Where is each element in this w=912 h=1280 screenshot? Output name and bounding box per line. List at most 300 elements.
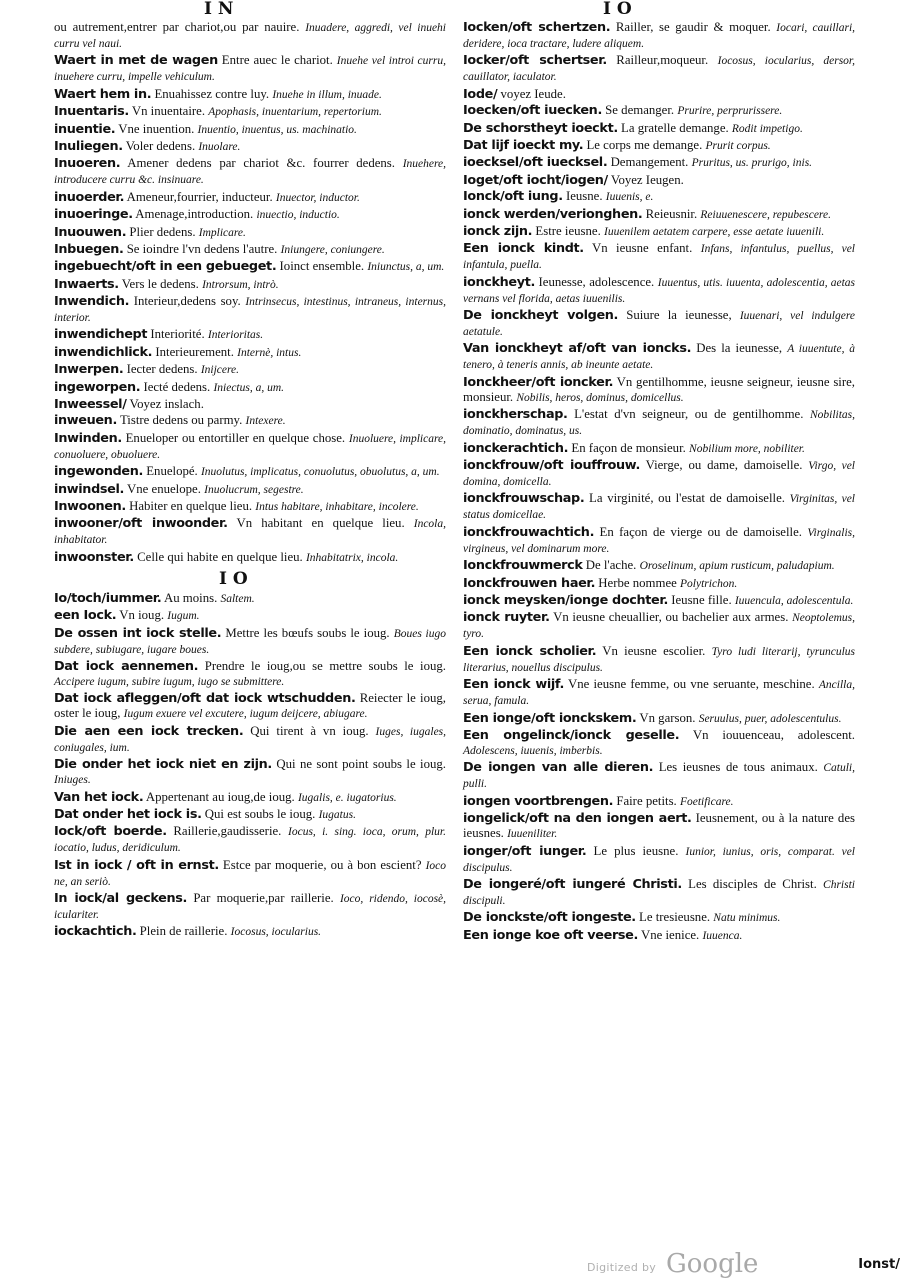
entry-latin: Neoptolemus, tyro. [463,612,856,641]
entry-french: Tistre dedens ou parmy. [119,413,243,428]
entry-french: Vn iouuenceau, adolescent. [692,727,855,742]
entry-latin: Introrsum, intrò. [202,278,279,291]
entry-french: L'estat d'vn seigneur, ou de gentilhomme. [574,407,804,422]
entry-french: Le corps me demange. [586,137,703,152]
dictionary-entry [463,593,855,609]
entry-headword: iongen voortbrengen. [463,793,614,809]
entry-latin: Iniunctus, a, um. [367,261,445,274]
dictionary-entry [463,375,855,406]
entry-headword: inuentie. [54,121,116,137]
entry-french: Vn gentilhomme, ieusne seigneur, ieusne sire, monsieur. [463,374,855,404]
entry-headword: Inwaerts. [54,276,119,292]
entry-french: Voler dedens. [125,138,196,153]
entry-french: Vierge, ou dame, damoiselle. [645,458,803,473]
dictionary-entry [54,104,446,120]
entry-headword: Dat lijf ioeckt my. [463,137,584,153]
entry-french: Plein de raillerie. [139,924,228,939]
dictionary-entry [54,190,446,206]
dictionary-entry [54,277,446,293]
entry-latin: Interioritas. [207,329,264,342]
entry-french: Vers le dedens. [121,276,199,291]
dictionary-entry [463,224,855,240]
entry-french: Qui tirent à vn ioug. [250,723,369,738]
dictionary-entry [463,138,855,154]
entry-french: La gratelle demange. [621,120,729,135]
entry-latin: Ancilla, serua, famula. [463,679,855,708]
dictionary-entry [54,550,446,566]
entry-headword: Ioecken/oft iuecken. [463,103,602,119]
right-entries [463,20,855,944]
entry-french: Vn habitant en quelque lieu. [236,516,405,531]
dictionary-entry [463,173,855,188]
entry-latin: Saltem. [220,592,255,605]
entry-latin: Nobilium more, nobiliter. [689,442,805,455]
entry-headword: ionck ruyter. [463,610,550,626]
entry-french: En façon de vierge ou de damoiselle. [599,524,802,539]
entry-french: Demangement. [610,155,689,170]
entry-french: Voyez inslach. [129,397,204,412]
dictionary-entry [463,558,855,574]
entry-latin: Infans, infantulus, puellus, vel infantula, puella. [463,243,855,272]
entry-latin: Inuolucrum, segestre. [204,483,304,496]
dictionary-entry [463,928,855,944]
entry-headword: Een ionge/oft ionckskem. [463,710,637,726]
dictionary-entry [54,482,446,498]
entry-latin: Iuges, iugales, coniugales, ium. [54,725,447,754]
entry-latin: Inuadere, aggredi, vel inuehi curru vel naui. [54,22,446,50]
entry-latin: Tyro ludi literarij, tyrunculus literarius, nouellus discipulus. [463,645,855,674]
dictionary-entry [54,242,446,258]
entry-latin: Iuuenis, e. [605,191,654,204]
entry-french: Le plus ieusne. [593,843,679,858]
dictionary-entry [54,891,446,923]
entry-latin: Iuuenilem aetatem carpere, esse aetate iuuenili. [603,225,825,238]
dictionary-entry [463,794,855,810]
dictionary-entry [463,189,855,205]
entry-headword: Ionckheer/oft ioncker. [463,374,614,390]
entry-headword: ionck werden/verionghen. [463,206,643,222]
dictionary-entry [54,362,446,378]
entry-french: Ieusnement, ou à la nature des ieusnes. [463,811,855,841]
entry-french: Estce par moquerie, ou à bon escient? [222,857,422,872]
entry-latin: Rodit impetigo. [731,122,803,135]
entry-headword: Inwinden. [54,430,122,446]
catchword: Ionst/ [858,1257,900,1272]
entry-headword: ionck meysken/ionge dochter. [463,592,669,608]
entry-french: Ioinct ensemble. [279,259,365,274]
entry-latin: Seruulus, puer, adolescentulus. [698,712,842,725]
entry-french: Vne inuention. [118,121,195,136]
entry-latin: Ioco, ridendo, iocosè, iculariter. [54,893,447,922]
entry-latin: Iunior, iunius, oris, comparat. vel discipulus. [463,845,855,874]
entry-headword: inwendichlick. [54,344,153,360]
entry-french: Se demanger. [605,103,675,118]
dictionary-entry [463,458,855,490]
entry-french: Plier dedens. [129,224,196,239]
dictionary-entry [54,122,446,138]
entry-latin: Inhabitatrix, incola. [305,551,399,564]
entry-french: Estre ieusne. [535,223,601,238]
entry-latin: Polytrichon. [680,577,738,590]
entry-french: Appertenant au ioug,de ioug. [145,789,295,804]
dictionary-entry [54,345,446,361]
entry-latin: Inuentio, inuentus, us. machinatio. [197,123,357,136]
entry-latin: Adolescens, iuuenis, imberbis. [463,744,603,757]
dictionary-entry [54,790,446,806]
dictionary-entry [463,491,855,523]
entry-french: Amenage,introduction. [135,207,254,222]
entry-headword: ionger/oft iunger. [463,843,587,859]
entry-french: Interieurement. [155,344,234,359]
dictionary-entry [463,576,855,592]
entry-french: Voyez Ieugen. [610,172,684,187]
entry-headword: Die onder het iock niet en zijn. [54,757,272,773]
entry-french: Vn garson. [639,710,696,725]
dictionary-entry [54,659,446,690]
entry-headword: inwendichept [54,327,148,343]
entry-headword: ingewonden. [54,464,144,480]
entry-french: Reiecter le ioug, oster le ioug, [54,691,447,721]
entry-french: Iecté dedens. [143,379,211,394]
dictionary-entry [54,757,446,788]
dictionary-entry [54,516,446,548]
entry-latin: Iocosus, iocularius, dersor, cauillator, iaculator. [463,55,855,84]
entry-headword: Een ionck wijf. [463,677,564,693]
entry-french: Interiorité. [150,327,205,342]
entry-latin: Inuehe in illum, inuade. [272,88,382,101]
entry-latin: Iuuenca. [702,929,743,942]
left-entries-a [54,20,446,566]
dictionary-entry [54,413,446,429]
dictionary-entry [54,53,446,85]
entry-french: Les ieusnes de tous animaux. [658,760,818,775]
entry-headword: inwooner/oft inwoonder. [54,516,228,532]
entry-headword: ingebuecht/oft in een gebueget. [54,259,277,275]
entry-latin: Inuehere, introducere curru &c. insinuare. [54,158,447,187]
entry-headword: Een ongelinck/ionck geselle. [463,727,680,743]
entry-headword: Inuentaris. [54,104,129,120]
entry-french: Reieusnir. [645,206,698,221]
dictionary-entry [54,924,446,940]
entry-headword: een Iock. [54,608,117,624]
entry-latin: Iugum. [167,610,200,623]
entry-french: Vn ieusne enfant. [591,241,693,256]
entry-french: Ameneur,fourrier, inducteur. [126,189,273,204]
entry-french: Les disciples de Christ. [688,876,817,891]
entry-french: Enueloper ou entortiller en quelque chose. [125,430,346,445]
entry-headword: Een ionck scholier. [463,643,597,659]
entry-latin: Incola, inhabitator. [54,518,447,547]
entry-headword: inuoerder. [54,189,125,205]
entry-latin: Inuehe vel introi curru, inuehere curru, impelle vehiculum. [54,55,446,84]
dictionary-entry [463,677,855,709]
entry-headword: Die aen een iock trecken. [54,723,244,739]
entry-latin: Iniungere, coniungere. [280,243,385,256]
entry-latin: Implicare. [198,226,246,239]
entry-headword: inwoonster. [54,549,134,565]
entry-latin: Prurire, perprurissere. [677,105,783,118]
entry-french: Se ioindre l'vn dedens l'autre. [126,241,278,256]
entry-headword: De iongen van alle dieren. [463,760,654,776]
entry-headword: Inwerpen. [54,362,124,378]
entry-headword: De ossen int iock stelle. [54,625,222,641]
entry-latin: Iugum exuere vel excutere, iugum deijcere, abiugare. [123,708,368,721]
entry-headword: iongelick/oft na den iongen aert. [463,811,692,827]
entry-latin: Inuolare. [198,140,241,153]
entry-headword: Dat onder het iock is. [54,806,202,822]
dictionary-entry [463,207,855,223]
dictionary-entry [54,87,446,103]
entry-latin: Intrinsecus, intestinus, intraneus, internus, interior. [54,296,447,325]
dictionary-entry [54,591,446,607]
dictionary-entry [54,327,446,343]
entry-latin: Catuli, pulli. [463,762,856,791]
dictionary-entry [463,844,855,876]
dictionary-entry [54,724,446,756]
entry-headword: De ionckheyt volgen. [463,308,619,324]
entry-headword: Dat iock aennemen. [54,658,199,674]
entry-latin: A iuuentute, à tenero, à teneris annis, ab ineunte aetate. [463,343,856,372]
entry-headword: Iocker/oft schertser. [463,53,607,69]
entry-latin: Iuuentus, utis. iuuenta, adolescentia, aetas vernans vel florida, aetas iuuenilis. [463,276,856,305]
dictionary-entry [463,711,855,727]
entry-headword: Een ionck kindt. [463,241,584,257]
dictionary-entry [463,811,855,842]
entry-latin: Oroselinum, apium rusticum, paludapium. [639,560,835,573]
entry-french: Vn ioug. [119,608,165,623]
dictionary-entry [463,525,855,557]
dictionary-entry [463,877,855,909]
dictionary-entry [54,397,446,412]
entry-french: Vne enuelope. [127,481,201,496]
dictionary-entry [463,610,855,642]
entry-headword: In iock/al geckens. [54,891,188,907]
entry-latin: Virginalis, virgineus, vel dominarum more. [463,526,855,555]
entry-french: Qui ne sont point soubs le ioug. [276,757,446,772]
entry-latin: Christi discipuli. [463,878,855,907]
entry-latin: Natu minimus. [713,912,781,925]
entry-headword: Een ionge koe oft veerse. [463,927,639,943]
page-footer [480,1249,900,1279]
entry-latin: Iniuges. [54,774,91,787]
entry-latin: Internè, intus. [237,346,302,359]
entry-french: Habiter en quelque lieu. [129,498,253,513]
entry-latin: Iocari, cauillari, deridere, ioca tractare, ludere aliquem. [463,22,856,50]
entry-french: Entre auec le chariot. [221,53,333,68]
dictionary-entry [54,608,446,624]
entry-latin: Iuuenari, vel indulgere aetatule. [463,310,855,339]
entry-headword: ionck zijn. [463,223,533,239]
dictionary-entry [54,225,446,241]
right-running-header: I O [603,0,632,19]
left-column [54,0,446,942]
dictionary-entry [463,910,855,926]
entry-french: Suiure la ieunesse, [626,308,732,323]
entry-headword: Waert hem in. [54,86,152,102]
dictionary-entry [463,341,855,373]
entry-latin: Inuolutus, implicatus, conuolutus, obuolutus, a, um. [200,466,440,479]
entry-headword: De ionckste/oft iongeste. [463,910,636,926]
dictionary-entry [54,464,446,480]
entry-french: Ieusne fille. [671,592,732,607]
entry-latin: Pruritus, us. prurigo, inis. [691,157,813,170]
entry-french: Enuahissez contre luy. [154,86,270,101]
dictionary-entry [54,824,446,856]
entry-latin: Iocosus, iocularius. [230,926,322,939]
entry-latin: Inuoluere, implicare, conuoluere, obuoluere. [54,432,446,461]
dictionary-entry [54,807,446,823]
entry-latin: Iugatus. [318,808,356,821]
entry-latin: Nobilitas, dominatio, dominatus, us. [463,409,856,438]
entry-latin: Iocus, i. sing. ioca, orum, plur. iocatio, ludus, deridiculum. [54,826,446,855]
entry-french: Des la ieunesse, [696,341,783,356]
entry-french: Faire petits. [616,793,677,808]
dictionary-entry [54,294,446,326]
google-logo: Google [666,1249,759,1279]
entry-headword: inuoeringe. [54,207,133,223]
entry-latin: Ioco ne, an seriò. [54,859,447,888]
entry-french: Railler, se gaudir & moquer. [615,20,771,34]
dictionary-entry [54,259,446,275]
entry-latin: inuectio, inductio. [256,209,340,222]
left-entries-b [54,591,446,941]
entry-headword: De iongeré/oft iungeré Christi. [463,876,682,892]
section-heading-io: I O [219,568,248,589]
dictionary-entry [463,407,855,439]
dictionary-entry [463,275,855,307]
entry-latin: Iniectus, a, um. [213,381,285,394]
entry-latin: Inuector, inductor. [275,191,360,204]
entry-headword: Inwoonen. [54,498,126,514]
entry-french: Ieusne. [565,189,603,204]
entry-french: La virginité, ou l'estat de damoiselle. [589,491,785,506]
dictionary-entry [54,499,446,515]
entry-latin: Reiuuenescere, repubescere. [700,208,831,221]
entry-latin: Intexere. [245,415,286,428]
entry-headword: Iode/ [463,86,498,102]
dictionary-entry [463,20,855,52]
dictionary-entry [54,691,446,722]
dictionary-entry [463,644,855,676]
entry-french: Prendre le ioug,ou se mettre soubs le ioug. [204,658,446,673]
entry-french: Raillerie,gaudisserie. [173,824,282,839]
entry-headword: Inuouwen. [54,224,127,240]
entry-headword: Inweessel/ [54,397,127,413]
entry-french: Au moins. [163,590,218,605]
dictionary-entry [463,241,855,273]
entry-headword: Inuoeren. [54,156,121,172]
dictionary-entry [463,728,855,759]
entry-french: De l'ache. [585,558,637,573]
entry-french: Vne ieusne femme, ou vne seruante, meschine. [567,677,815,692]
entry-headword: Ioget/oft iocht/iogen/ [463,172,608,188]
entry-french: Interieur,dedens soy. [133,294,241,309]
entry-french: Qui est soubs le ioug. [204,806,316,821]
dictionary-entry [54,20,446,52]
entry-latin: Iuuencula, adolescentula. [734,594,854,607]
entry-latin: Accipere iugum, subire iugum, iugo se submittere. [54,675,285,688]
dictionary-entry [54,431,446,463]
entry-headword: Dat iock afleggen/oft dat iock wtschudden. [54,691,356,707]
entry-french: Vn ieusne escolier. [602,643,706,658]
entry-headword: Iock/oft boerde. [54,824,167,840]
dictionary-entry [463,760,855,792]
entry-headword: Ionck/oft iung. [463,189,563,205]
entry-latin: Iuueniliter. [507,828,558,841]
entry-headword: ionckheyt. [463,274,535,290]
dictionary-entry [54,139,446,155]
entry-headword: ioecksel/oft iuecksel. [463,155,608,171]
entry-latin: Nobilis, heros, dominus, domicellus. [516,391,684,404]
entry-latin: Virgo, vel domina, domicella. [463,460,855,489]
entry-headword: ionckfrouw/oft iouffrouw. [463,458,640,474]
entry-latin: Apophasis, inuentarium, repertorium. [208,106,382,119]
entry-headword: Inuliegen. [54,138,123,154]
entry-headword: inwindsel. [54,481,125,497]
entry-headword: Ist in iock / oft in ernst. [54,857,219,873]
entry-headword: Inwendich. [54,294,130,310]
entry-french: voyez Ieude. [500,86,566,101]
entry-french: Celle qui habite en quelque lieu. [137,549,303,564]
entry-french: Iecter dedens. [126,362,198,377]
entry-headword: Iocken/oft schertzen. [463,20,611,35]
entry-headword: ionckherschap. [463,407,568,423]
entry-french: Ieunesse, adolescence. [538,274,655,289]
entry-headword: Ionckfrouwen haer. [463,575,596,591]
digitized-by-text: Digitized by [587,1261,657,1274]
entry-french: ou autrement,entrer par chariot,ou par nauire. [54,20,300,34]
dictionary-entry [54,858,446,890]
entry-headword: Waert in met de wagen [54,53,218,69]
entry-french: Vn ieusne cheuallier, ou bachelier aux armes. [553,610,789,625]
dictionary-entry [463,53,855,85]
entry-headword: ionckfrouwschap. [463,491,585,507]
entry-french: Amener dedens par chariot &c. fourrer dedens. [127,156,395,171]
entry-french: Par moquerie,par raillerie. [193,891,334,906]
entry-headword: Ionckfrouwmerck [463,558,583,574]
dictionary-entry [463,87,855,102]
entry-french: Vn inuentaire. [131,104,206,119]
entry-headword: ionckfrouwachtich. [463,524,595,540]
entry-headword: ingeworpen. [54,379,141,395]
dictionary-entry [463,155,855,171]
entry-latin: Foetificare. [679,795,734,808]
dictionary-entry [54,626,446,658]
entry-french: Herbe nommee [598,575,677,590]
entry-latin: Inijcere. [200,364,240,377]
dictionary-entry [54,207,446,223]
entry-latin: Iugalis, e. iugatorius. [297,791,397,804]
entry-headword: iockachtich. [54,924,137,940]
entry-latin: Virginitas, vel status domicellae. [463,493,855,522]
dictionary-entry [54,380,446,396]
entry-latin: Boues iugo subdere, subiugare, iugare boues. [54,627,446,656]
entry-latin: Prurit corpus. [705,139,771,152]
left-running-header: I N [204,0,234,19]
entry-headword: Van ionckheyt af/oft van ioncks. [463,341,692,357]
dictionary-entry [463,103,855,119]
dictionary-entry [54,156,446,188]
entry-french: Enuelopé. [146,464,198,479]
dictionary-entry [463,121,855,137]
entry-french: Mettre les bœufs soubs le ioug. [225,625,390,640]
entry-headword: inweuen. [54,413,117,429]
entry-french: En façon de monsieur. [571,440,686,455]
entry-headword: Inbuegen. [54,241,124,257]
dictionary-entry [463,308,855,340]
right-column [463,0,855,945]
entry-headword: Io/toch/iummer. [54,590,162,606]
